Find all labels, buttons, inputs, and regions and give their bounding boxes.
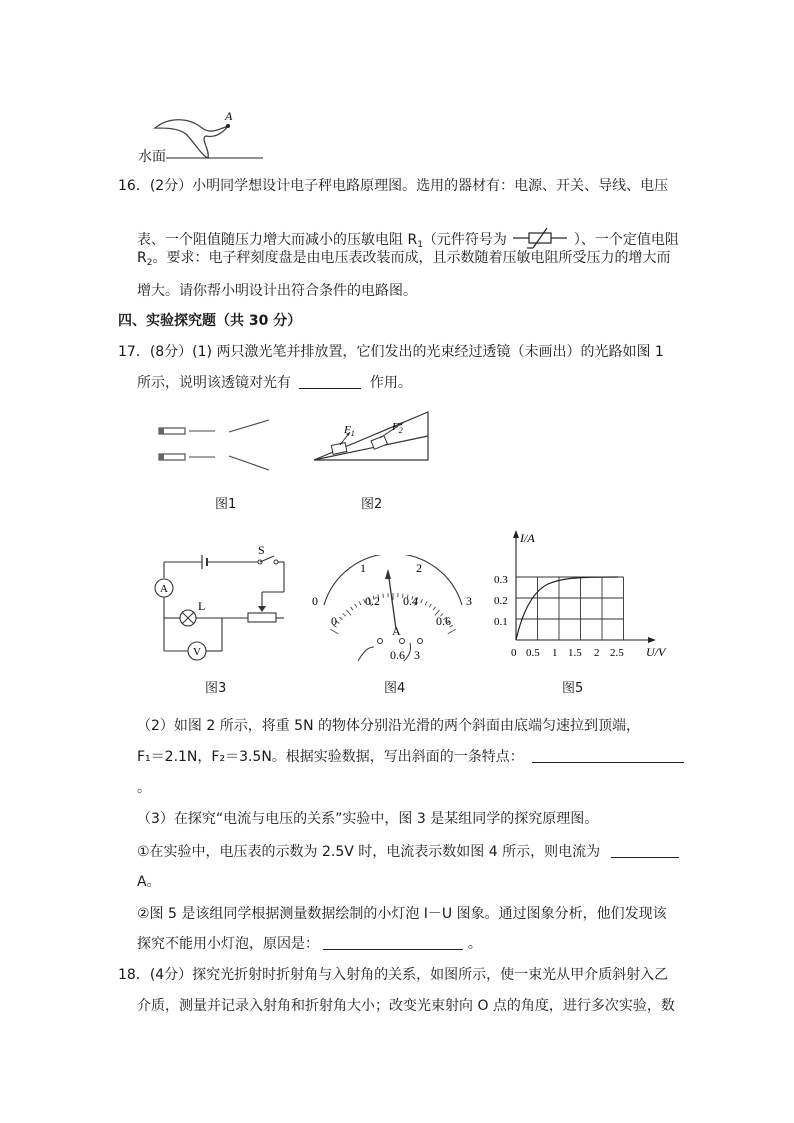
- y-axis-label: I/A: [520, 531, 535, 545]
- figure-5: [488, 528, 673, 668]
- water-label: 水面: [138, 149, 166, 165]
- q17-p2-line2: F₁＝2.1N，F₂＝3.5N。根据实验数据，写出斜面的一条特点：: [137, 747, 684, 767]
- q16-line1: 16．(2分）小明同学想设计电子秤电路原理图。选用的器材有：电源、开关、导线、电压: [118, 178, 669, 194]
- dial-outer-1: 1: [360, 561, 366, 575]
- rheostat: [248, 613, 276, 622]
- q17-p2-line3: 。: [137, 780, 151, 796]
- dial-tick: [383, 594, 384, 598]
- figure-3-caption: 图3: [205, 681, 227, 696]
- dial-outer-2: 2: [416, 561, 422, 575]
- answer-blank-lens[interactable]: [299, 374, 361, 389]
- y-tick-0-2: 0.2: [494, 595, 508, 607]
- x-tick-0-5: 0.5: [526, 647, 540, 659]
- label-a: A: [225, 109, 233, 123]
- q17-p3-line2: ①在实验中，电压表的示数为 2.5V 时，电流表示数如图 4 所示，则电流为: [137, 842, 679, 862]
- q17-p3-line5: 探究不能用小灯泡，原因是： 。: [137, 936, 482, 952]
- dial-tick: [355, 604, 357, 607]
- force-f2-label: $F_2$: [392, 421, 403, 435]
- dial-tick: [339, 617, 342, 620]
- section-4-title: 四、实验探究题（共 30 分）: [118, 313, 302, 329]
- answer-blank-current[interactable]: [611, 843, 679, 858]
- x-tick-0: 0: [511, 647, 517, 659]
- answer-blank-incline[interactable]: [532, 748, 684, 763]
- answer-blank-reason[interactable]: [323, 935, 463, 950]
- y-tick-0-1: 0.1: [494, 616, 508, 628]
- dial-tick: [330, 629, 338, 633]
- dial-inner-0: 0: [331, 614, 337, 628]
- q16-line2: 表、一个阻值随压力增大而减小的压敏电阻 $R_1$（元件符号为 ）、一个定值电阻: [137, 222, 679, 255]
- x-axis-label: U/V: [646, 645, 666, 659]
- figure-4: [308, 555, 478, 665]
- figure-1: [155, 418, 275, 478]
- q18-line1: 18．(4分）探究光折射时折射角与入射角的关系，如图所示，使一束光从甲介质斜射入乙: [118, 967, 669, 983]
- dial-tick: [425, 602, 427, 606]
- figure-5-caption: 图5: [562, 681, 584, 696]
- dial-outer-3: 3: [466, 594, 472, 608]
- lamp-label: L: [198, 599, 206, 613]
- q17-line2: 所示，说明该透镜对光有 作用。: [137, 375, 412, 391]
- figure-2-caption: 图2: [361, 497, 383, 512]
- incline-triangle: [314, 412, 428, 460]
- q18-line2: 介质，测量并记录入射角和折射角大小；改变光束射向 O 点的角度，进行多次实验，数: [137, 998, 675, 1014]
- point-a-dot: [226, 124, 230, 128]
- dial-tick: [343, 613, 346, 616]
- dial-tick: [359, 602, 361, 606]
- figure-2: [310, 410, 435, 465]
- dial-tick: [350, 607, 352, 610]
- dial-inner-3: 0.6: [436, 614, 451, 628]
- force-f1-label: $F_1$: [344, 424, 355, 438]
- switch-label: S: [258, 543, 265, 557]
- q17-line1: 17．(8分）(1) 两只激光笔并排放置，它们发出的光束经过透镜（未画出）的光路如图 1: [118, 344, 664, 360]
- block-1: [331, 443, 347, 455]
- dial-tick: [433, 607, 435, 610]
- terminal-0-6: 0.6: [390, 648, 405, 662]
- x-tick-1-5: 1.5: [568, 647, 582, 659]
- x-tick-2: 2: [594, 647, 600, 659]
- dial-tick: [429, 604, 431, 607]
- figure-1-caption: 图1: [215, 497, 237, 512]
- incline-lower: [314, 436, 428, 460]
- dial-tick: [448, 629, 456, 633]
- x-tick-1: 1: [552, 647, 558, 659]
- block-2: [371, 436, 387, 450]
- q17-p3-line1: （3）在探究“电流与电压的关系”实验中，图 3 是某组同学的探究原理图。: [137, 811, 599, 827]
- x-tick-2-5: 2.5: [610, 647, 624, 659]
- dial-needle: [388, 571, 396, 629]
- dial-tick: [421, 599, 423, 603]
- q16-line4: 增大。请你帮小明设计出符合条件的电路图。: [137, 283, 417, 299]
- dial-inner-1: 0.2: [365, 594, 380, 608]
- voltmeter-label: V: [193, 646, 201, 658]
- dial-tick: [347, 610, 352, 615]
- dial-unit: A: [392, 624, 401, 638]
- terminal-3: 3: [414, 648, 420, 662]
- dial-outer-0: 0: [312, 594, 318, 608]
- y-tick-0-3: 0.3: [494, 574, 508, 586]
- i-u-curve: [516, 577, 618, 640]
- dial-inner-2: 0.4: [403, 594, 418, 608]
- q17-p3-line3: A。: [137, 874, 161, 890]
- q17-p3-line4: ②图 5 是该组同学根据测量数据绘制的小灯泡 I－U 图象。通过图象分析，他们发现该: [137, 906, 667, 922]
- ammeter-label: A: [160, 583, 168, 595]
- q17-p2-line1: （2）如图 2 所示，将重 5N 的物体分别沿光滑的两个斜面由底端匀速拉到顶端，: [137, 718, 640, 734]
- figure-4-caption: 图4: [384, 681, 406, 696]
- q16-line3: $R_2$。要求：电子秤刻度盘是由电压表改装而成，且示数随着压敏电阻所受压力的增大而: [137, 250, 671, 268]
- figure-3: [150, 540, 300, 665]
